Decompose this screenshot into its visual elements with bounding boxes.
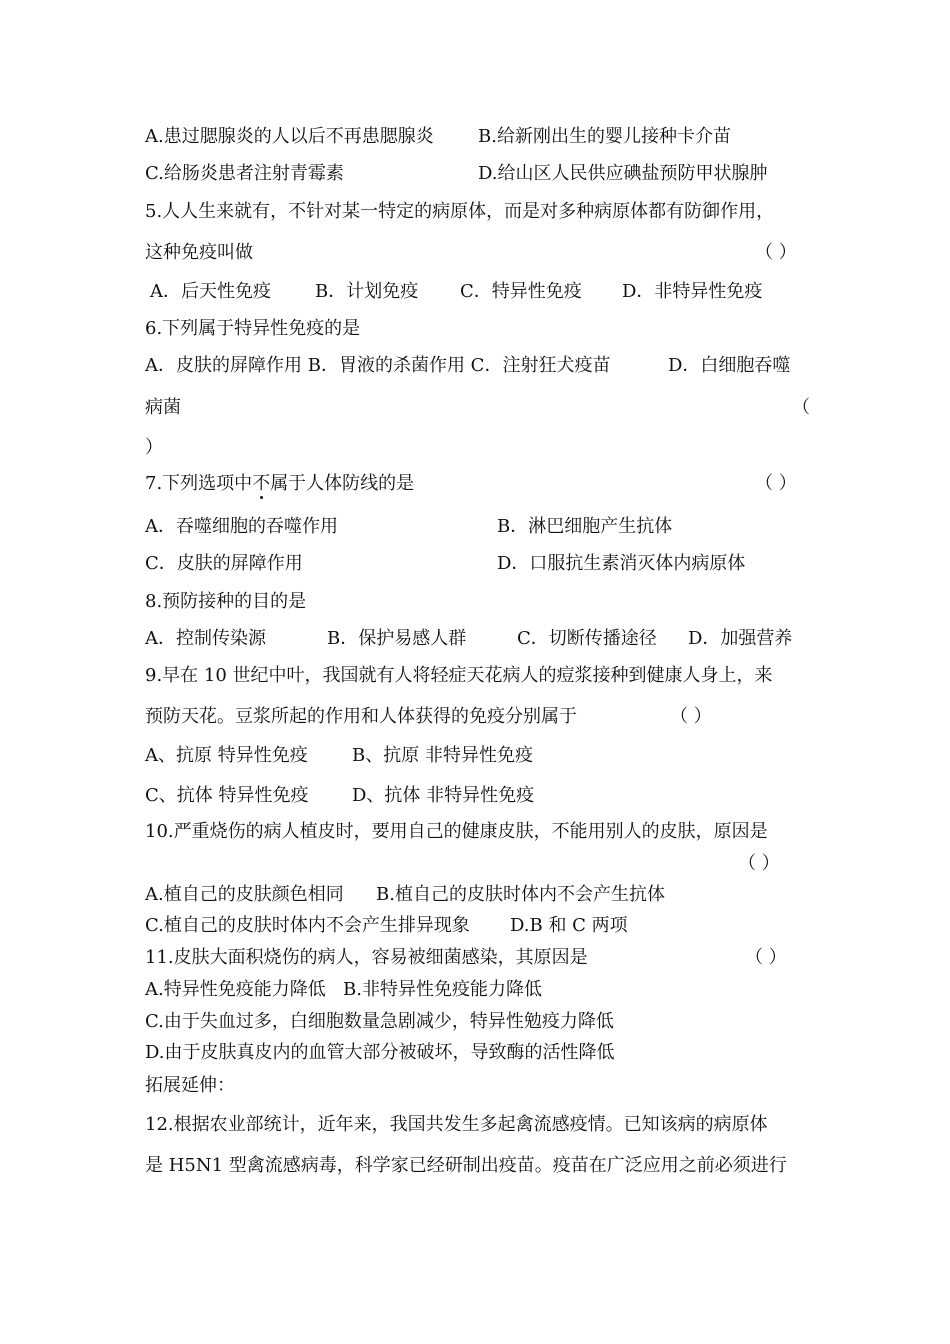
q5-stem-line2: 这种免疫叫做	[145, 242, 253, 263]
q5-option-b: B．计划免疫	[315, 281, 419, 302]
q7-answer-paren: （ ）	[755, 473, 797, 494]
q8-option-a: A．控制传染源	[145, 628, 266, 649]
q6-option-d: D．白细胞吞噬	[668, 355, 791, 376]
q8-option-c: C．切断传播途径	[517, 628, 657, 649]
q10-stem: 10.严重烧伤的病人植皮时，要用自己的健康皮肤，不能用别人的皮肤，原因是	[145, 821, 768, 842]
q6-option-d-continued: 病菌	[145, 397, 181, 418]
q4-option-b: B.给新刚出生的婴儿接种卡介苗	[478, 126, 731, 147]
q7-option-c: C．皮肤的屏障作用	[145, 553, 303, 574]
q11-option-d: D.由于皮肤真皮内的血管大部分被破坏，导致酶的活性降低	[145, 1042, 615, 1063]
q5-option-c: C．特异性免疫	[460, 281, 582, 302]
q5-option-d: D．非特异性免疫	[622, 281, 763, 302]
q11-option-c: C.由于失血过多，白细胞数量急剧减少，特异性勉疫力降低	[145, 1011, 614, 1032]
q11-option-b: B.非特异性免疫能力降低	[343, 979, 542, 1000]
q5-option-a: A．后天性免疫	[150, 281, 271, 302]
q11-stem: 11.皮肤大面积烧伤的病人，容易被细菌感染，其原因是	[145, 947, 588, 968]
q9-stem-line2: 预防天花。豆浆所起的作用和人体获得的免疫分别属于	[145, 706, 577, 727]
q11-option-a: A.特异性免疫能力降低	[145, 979, 326, 1000]
q11-answer-paren: （ ）	[745, 947, 787, 968]
q5-answer-paren: （ ）	[755, 242, 797, 263]
q7-option-b: B．淋巴细胞产生抗体	[497, 516, 673, 537]
q9-option-a: A、抗原 特异性免疫	[145, 745, 308, 766]
q8-stem: 8.预防接种的目的是	[145, 591, 307, 612]
q12-stem-line2: 是 H5N1 型禽流感病毒，科学家已经研制出疫苗。疫苗在广泛应用之前必须进行	[145, 1155, 787, 1176]
q9-answer-paren: （ ）	[670, 706, 712, 727]
q4-option-d: D.给山区人民供应碘盐预防甲状腺肿	[478, 163, 768, 184]
q7-stem-suffix: 属于人体防线的是	[270, 473, 415, 494]
q4-option-a: A.患过腮腺炎的人以后不再患腮腺炎	[145, 126, 434, 147]
q9-option-b: B、抗原 非特异性免疫	[352, 745, 533, 766]
q7-option-d: D．口服抗生素消灭体内病原体	[497, 553, 746, 574]
q6-options-abc: A．皮肤的屏障作用 B．胃液的杀菌作用 C．注射狂犬疫苗	[145, 355, 611, 376]
q6-stem: 6.下列属于特异性免疫的是	[145, 318, 361, 339]
q7-option-a: A．吞噬细胞的吞噬作用	[145, 516, 338, 537]
q7-stem-prefix: 7.下列选项中	[145, 473, 253, 494]
q7-emphasis-not: 不	[252, 473, 271, 494]
q5-stem-line1: 5.人人生来就有，不针对某一特定的病原体，而是对多种病原体都有防御作用，	[145, 201, 775, 222]
q6-paren-open: （	[792, 397, 810, 418]
q10-answer-paren: （ ）	[738, 853, 780, 874]
extension-heading: 拓展延伸：	[145, 1075, 235, 1096]
q9-stem-line1: 9.早在 10 世纪中叶，我国就有人将轻症天花病人的痘浆接种到健康人身上，来	[145, 665, 773, 686]
q10-option-a: A.植自己的皮肤颜色相同	[145, 884, 344, 905]
q10-option-c: C.植自己的皮肤时体内不会产生排异现象	[145, 915, 470, 936]
q9-option-c: C、抗体 特异性免疫	[145, 785, 309, 806]
q12-stem-line1: 12.根据农业部统计，近年来，我国共发生多起禽流感疫情。已知该病的病原体	[145, 1114, 768, 1135]
q6-paren-close: ）	[145, 437, 163, 458]
q10-option-b: B.植自己的皮肤时体内不会产生抗体	[376, 884, 665, 905]
q10-option-d: D.B 和 C 两项	[510, 915, 628, 936]
q9-option-d: D、抗体 非特异性免疫	[352, 785, 535, 806]
q7-stem	[145, 472, 414, 496]
q4-option-c: C.给肠炎患者注射青霉素	[145, 163, 344, 184]
q8-option-b: B．保护易感人群	[327, 628, 467, 649]
q8-option-d: D．加强营养	[688, 628, 793, 649]
